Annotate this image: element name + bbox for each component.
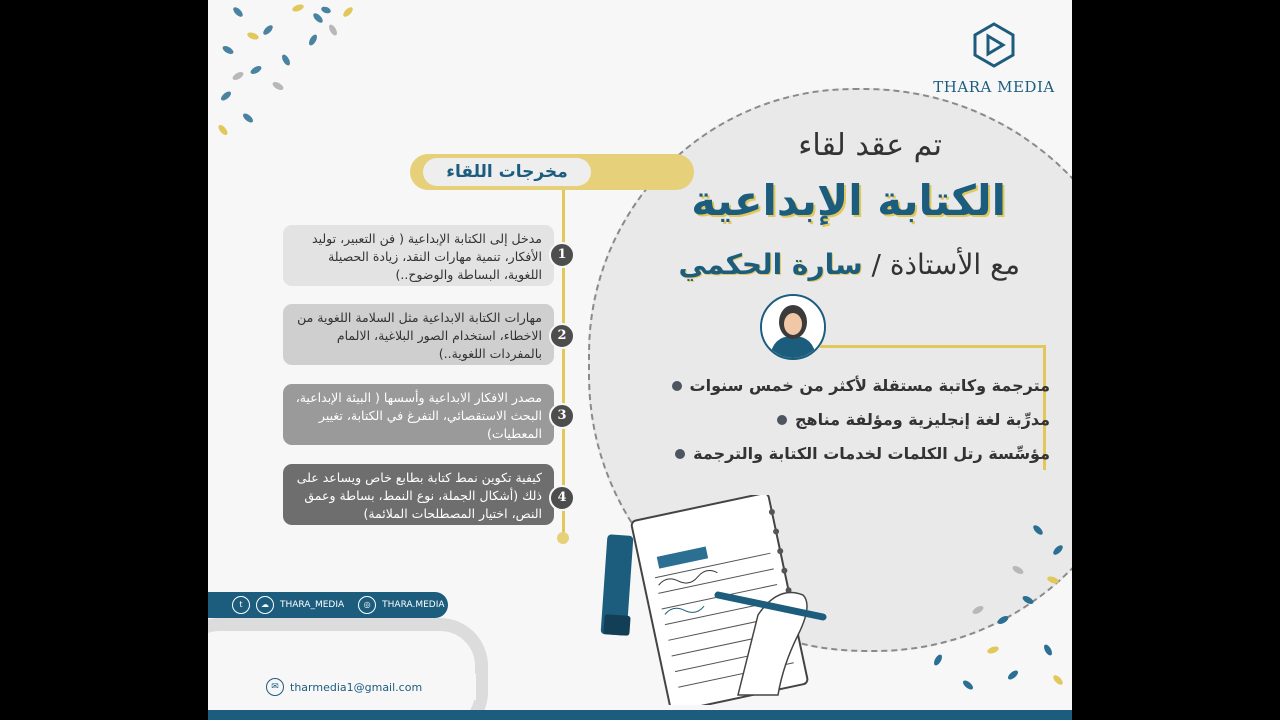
logo-text: THARA MEDIA bbox=[933, 78, 1055, 96]
outcome-box-1: مدخل إلى الكتابة الإبداعية ( فن التعبير، توليد الأفكار، تنمية مهارات النقد، زيادة الحصيلة اللغوية، البساطة والوضوح..) bbox=[283, 225, 554, 286]
heading-presenter bbox=[679, 248, 1021, 281]
social-bar bbox=[208, 592, 448, 618]
play-logo-icon bbox=[971, 22, 1017, 68]
heading-line1: تم عقد لقاء bbox=[798, 128, 942, 163]
outcome-box-3: مصدر الافكار الابداعية وأسسها ( البيئة الإبداعية، البحث الاستقصائي، التفرغ في الكتابة، تغيير المعطيات) bbox=[283, 384, 554, 445]
outcome-number-1: 1 bbox=[549, 242, 575, 268]
decorative-arc bbox=[208, 618, 488, 720]
leaf-pattern-top bbox=[208, 0, 448, 150]
email-contact bbox=[262, 674, 476, 700]
bio-item: مترجمة وكاتبة مستقلة لأكثر من خمس سنوات bbox=[672, 376, 1050, 395]
bottom-stripe bbox=[208, 710, 1072, 720]
outcome-number-4: 4 bbox=[549, 485, 575, 511]
notebook-illustration bbox=[598, 495, 848, 705]
presenter-avatar bbox=[760, 294, 826, 360]
soundcloud-icon[interactable]: ☁ bbox=[256, 596, 274, 614]
social-handle-2: THARA.MEDIA bbox=[382, 600, 445, 610]
instagram-icon[interactable]: ◎ bbox=[358, 596, 376, 614]
timeline-end-dot bbox=[557, 532, 569, 544]
bullet-icon bbox=[672, 381, 682, 391]
thara-media-logo bbox=[924, 22, 1064, 96]
info-connector bbox=[820, 345, 1046, 348]
outcomes-title: مخرجات اللقاء bbox=[423, 158, 591, 186]
email-icon: ✉ bbox=[266, 678, 284, 696]
twitter-icon[interactable]: t bbox=[232, 596, 250, 614]
outcome-number-3: 3 bbox=[549, 403, 575, 429]
heading-title: الكتابة الإبداعية bbox=[691, 176, 1006, 225]
social-handle-1: THARA_MEDIA bbox=[280, 600, 345, 610]
email-address[interactable]: tharmedia1@gmail.com bbox=[290, 680, 423, 694]
presenter-name: سارة الحكمي bbox=[678, 248, 863, 281]
bio-item: مؤسِّسة رتل الكلمات لخدمات الكتابة والترجمة bbox=[675, 444, 1050, 463]
poster-card bbox=[208, 0, 1072, 720]
leaf-pattern-bottom bbox=[908, 510, 1072, 700]
outcome-number-2: 2 bbox=[549, 323, 575, 349]
presenter-prefix: مع الأستاذة / bbox=[871, 248, 1020, 281]
outcome-box-2: مهارات الكتابة الابداعية مثل السلامة اللغوية من الاخطاء، استخدام الصور البلاغية، الالمام بالمفردات اللغوية..) bbox=[283, 304, 554, 365]
bullet-icon bbox=[675, 449, 685, 459]
bio-item: مدرِّبة لغة إنجليزية ومؤلفة مناهج bbox=[777, 410, 1050, 429]
hijab-avatar-icon bbox=[762, 296, 824, 358]
bullet-icon bbox=[777, 415, 787, 425]
outcome-box-4: كيفية تكوين نمط كتابة بطابع خاص ويساعد على ذلك (أشكال الجملة، نوع النمط، بساطة وعمق النص، اختيار المصطلحات الملائمة) bbox=[283, 464, 554, 525]
